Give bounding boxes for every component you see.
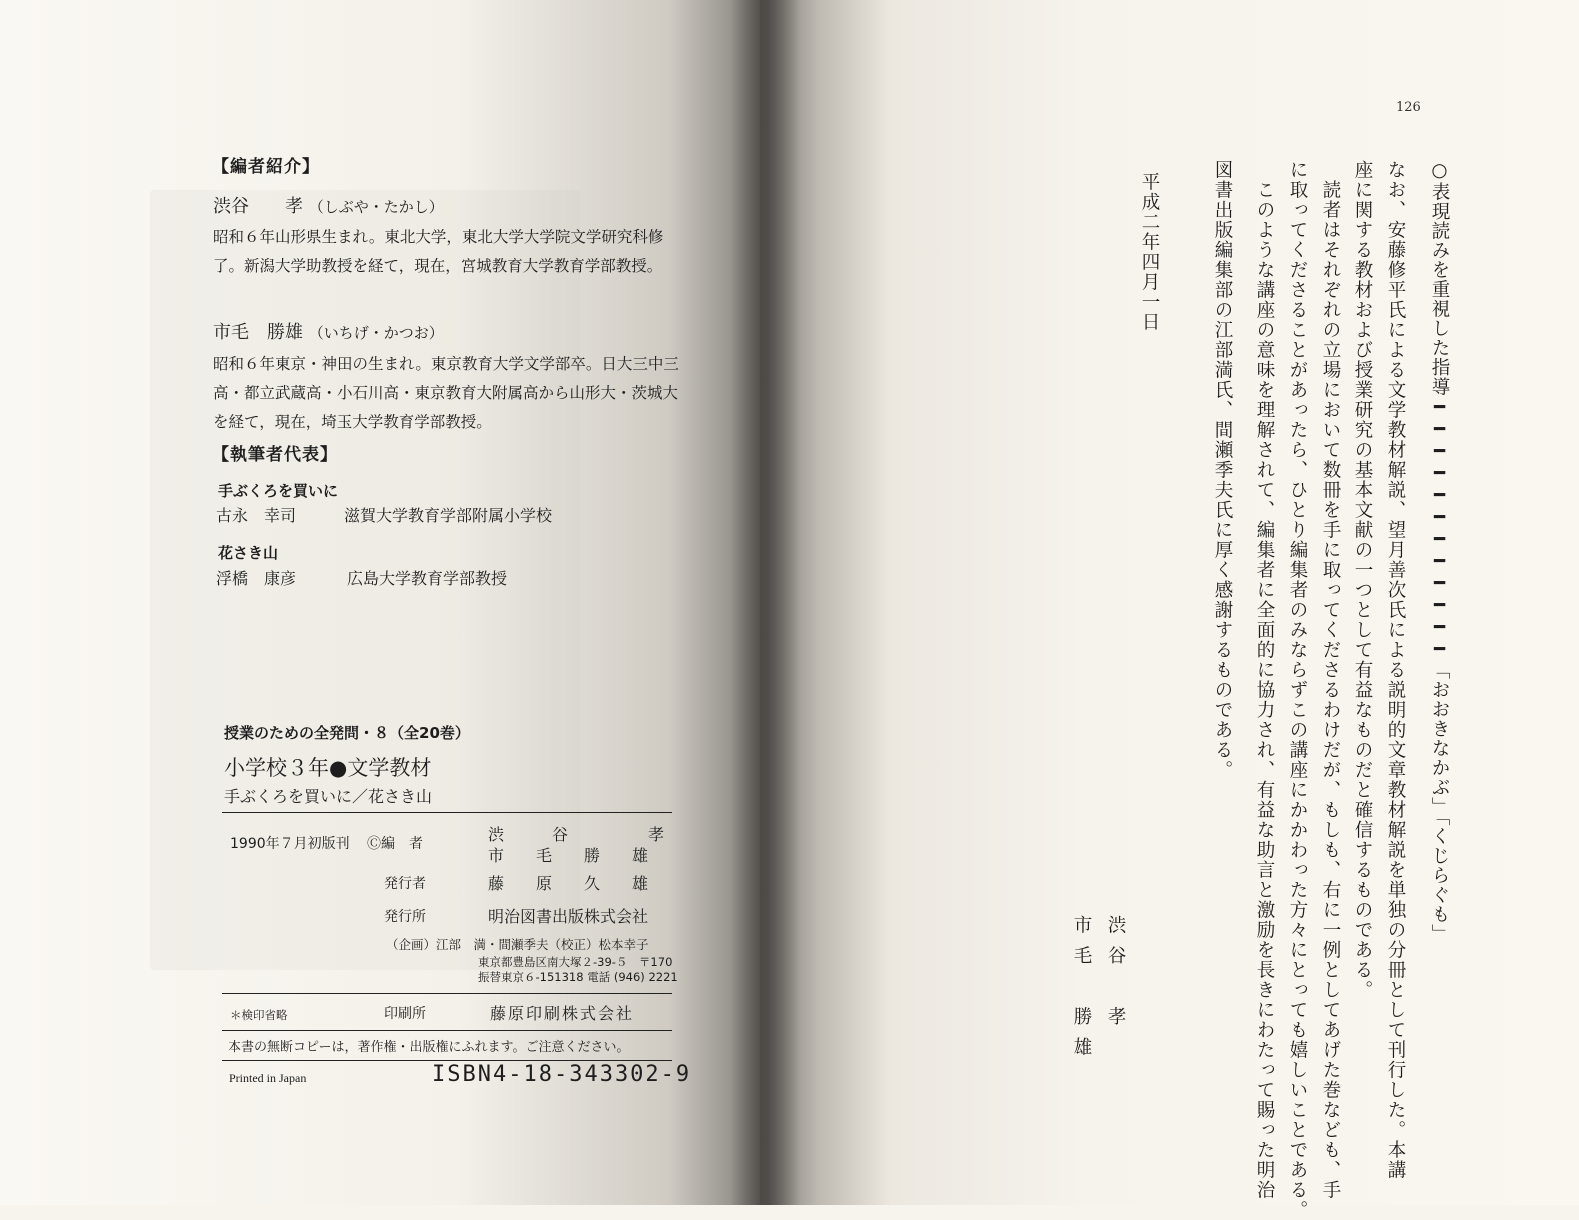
work-2-title: 花さき山	[218, 544, 279, 562]
editor-1-reading: （しぶや・たかし）	[308, 198, 444, 216]
planning-credits: （企画）江部 満・間瀬季夫（校正）松本幸子	[386, 937, 649, 952]
editor-1-bio: 昭和６年山形県生まれ。東北大学，東北大学大学院文学研究科修了。新潟大学助教授を経て，現在，宮城教育大学教育学部教授。	[213, 228, 664, 275]
right-page	[760, 0, 1579, 1205]
date-line: 平成二年四月一日	[1139, 172, 1160, 332]
body-line-6: 図書出版編集部の江部満氏、間瀬季夫氏に厚く感謝するものである。	[1212, 160, 1233, 780]
edition-date: 1990年７月初版刊	[230, 836, 350, 852]
work-2-writer: 浮橋 康彦	[216, 569, 297, 588]
editor-name-1: 渋 谷 孝	[488, 825, 665, 844]
publisher-address: 東京都豊島区南大塚２-39-５ 〒170	[478, 955, 673, 969]
colophon-lower-rule	[222, 1030, 672, 1031]
series-title: 授業のための全発問・８（全20巻）	[224, 724, 470, 742]
colophon-mid-rule	[222, 993, 672, 994]
signature-2: 市毛 勝雄	[1071, 915, 1092, 1068]
editor-1-name-line	[213, 192, 444, 218]
heading-line	[1424, 160, 1454, 944]
house-name: 明治図書出版株式会社	[488, 907, 649, 926]
editor-2-name-line	[213, 318, 444, 344]
writers-heading: 【執筆者代表】	[212, 445, 338, 465]
isbn: ISBN4-18-343302-9	[432, 1062, 692, 1087]
work-1-affiliation: 滋賀大学教育学部附属小学校	[344, 506, 553, 525]
printer-name: 藤原印刷株式会社	[490, 1004, 635, 1023]
book-title: 小学校３年●文学教材	[224, 756, 432, 780]
body-line-3: 読者はそれぞれの立場において数冊を手に取ってくださるわけだが、もしも、右に一例としてあげた巻なども、手	[1320, 160, 1341, 1200]
body-line-1: なお、安藤修平氏による文学教材解説、望月善次氏による説明的文章教材解説を単独の分冊として刊行した。本講	[1385, 160, 1406, 1180]
colophon-top-rule	[222, 812, 672, 813]
editors-heading: 【編者紹介】	[212, 157, 320, 177]
colophon-bottom-rule	[222, 1060, 672, 1061]
editor-2-name: 市毛 勝雄	[213, 322, 303, 343]
copyright-note: 本書の無断コピーは，著作権・出版権にふれます。ご注意ください。	[228, 1040, 630, 1055]
editor-1-name: 渋谷 孝	[213, 196, 303, 217]
printed-in: Printed in Japan	[229, 1071, 307, 1085]
publisher-transfer: 振替東京６-151318 電話 (946) 2221	[478, 970, 678, 984]
printer-label: 印刷所	[384, 1006, 426, 1022]
heading-dash: ━━━━━━━━━━━━	[1429, 396, 1450, 661]
signature-1: 渋谷 孝	[1105, 915, 1126, 1037]
body-line-2: 座に関する教材および授業研究の基本文献の一つとして有益なものだと確信するものである。	[1352, 160, 1373, 1000]
stamp-note: ＊検印省略	[230, 1008, 288, 1022]
heading-text: ○表現読みを重視した指導	[1429, 160, 1450, 397]
work-1-title: 手ぶくろを買いに	[218, 482, 339, 500]
publisher-label: 発行者	[384, 876, 426, 892]
house-label: 発行所	[384, 909, 426, 925]
editor-name-2: 市 毛 勝 雄	[488, 846, 649, 865]
heading-suffix: 「おおきなかぶ」「くじらぐも」	[1429, 660, 1450, 944]
publisher-name: 藤 原 久 雄	[488, 874, 649, 893]
work-1-writer: 古永 幸司	[216, 506, 297, 525]
page-number: 126	[1396, 100, 1421, 115]
editor-2-reading: （いちげ・かつお）	[308, 324, 444, 342]
editor-label: Ⓒ編 者	[367, 836, 423, 852]
work-2-affiliation: 広島大学教育学部教授	[347, 569, 508, 588]
editor-2-bio: 昭和６年東京・神田の生まれ。東京教育大学文学部卒。日大三中三高・都立武蔵高・小石川高・東京教育大附属高から山形大・茨城大を経て，現在，埼玉大学教育学部教授。	[213, 355, 679, 431]
body-line-5: このような講座の意味を理解されて、編集者に全面的に協力され、有益な助言と激励を長きにわたって賜った明治	[1254, 160, 1275, 1200]
book-subtitle: 手ぶくろを買いに／花さき山	[224, 787, 433, 806]
body-line-4: に取ってくださることがあったら、ひとり編集者のみならずこの講座にかかわった方々にとっても嬉しいことである。	[1287, 160, 1308, 1220]
